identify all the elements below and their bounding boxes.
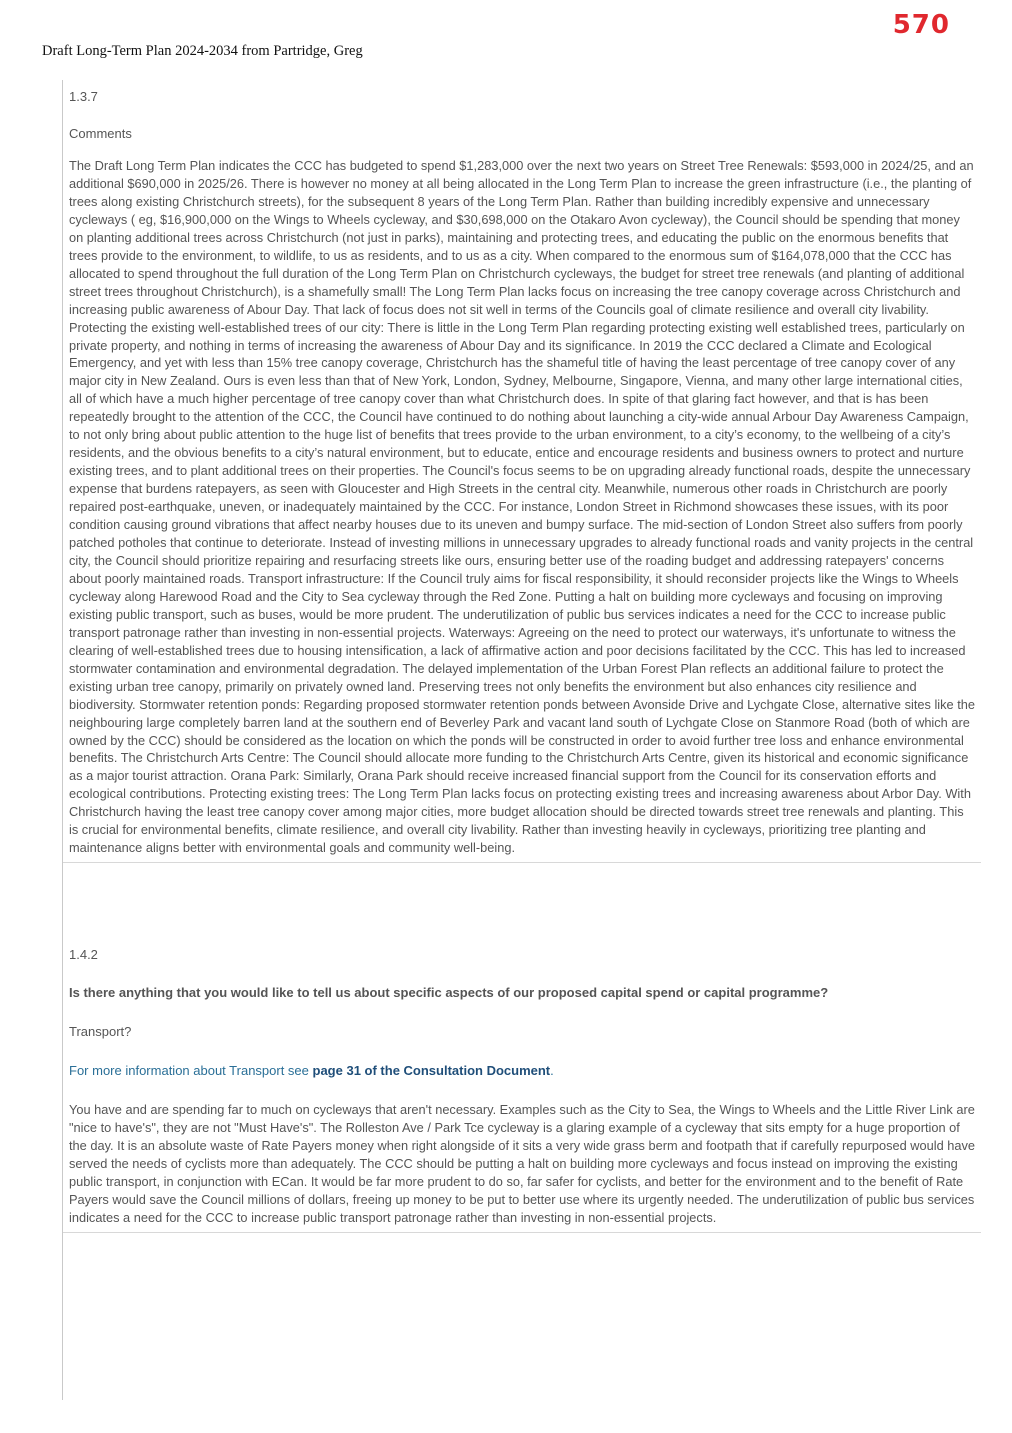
document-header: Draft Long-Term Plan 2024-2034 from Partridge, Greg: [42, 43, 363, 59]
section-1-4-2: [63, 947, 981, 1227]
divider: [63, 1232, 981, 1233]
info-note: [69, 1063, 981, 1079]
divider: [63, 862, 981, 863]
subquestion-label: Transport?: [69, 1024, 132, 1040]
info-prefix: For more information about Transport see: [69, 1063, 313, 1079]
question-number: 1.4.2: [69, 947, 98, 963]
question-text: Is there anything that you would like to tell us about specific aspects of our proposed capital spend or capital programme?: [69, 985, 829, 1001]
comments-label: Comments: [69, 126, 132, 141]
consultation-document-link[interactable]: page 31 of the Consultation Document: [312, 1063, 551, 1079]
section-1-3-7: [63, 89, 981, 857]
info-suffix: .: [550, 1063, 554, 1079]
page-number: 570: [892, 10, 950, 40]
answer-text: You have and are spending far to much on cycleways that aren't necessary. Examples such as the City to Sea, the Wings to Wheels and the Little River Link are "nice to have's", they are not "Must Have's". The Rolleston Ave / Park Tce cycleway is a glaring example of a cycleway that sits empty for a huge proportion of the day. It is an absolute waste of Rate Payers money when right alongside of it sits a very wide grass berm and footpath that if carefully repurposed would have served the needs of cyclists more than adequately. The CCC should be putting a halt on building more cycleways and focus instead on improving the existing public transport, in conjunction with ECan. It would be far more prudent to do so, far safer for cyclists, and better for the environment and to the benefit of Rate Payers would save the Council millions of dollars, freeing up money to be put to better use where its urgently needed. The underutilization of public bus services indicates a need for the CCC to increase public transport patronage rather than investing in non-essential projects.: [69, 1102, 975, 1225]
comment-text: The Draft Long Term Plan indicates the CCC has budgeted to spend $1,283,000 over the next two years on Street Tree Renewals: $593,000 in 2024/25, and an additional $690,000 in 2025/26. There is however no money at all being allocated in the Long Term Plan to increase the green infrastructure (i.e., the planting of trees along existing Christchurch streets), for the subsequent 8 years of the Long Term Plan. Rather than building incredibly expensive and unnecessary cycleways ( eg, $16,900,000 on the Wings to Wheels cycleway, and $30,698,000 on the Otakaro Avon cycleway), the Council should be spending that money on planting additional trees across Christchurch (not just in parks), maintaining and protecting trees, and educating the public on the enormous benefits that trees provide to the environment, to wildlife, to us as residents, and to us as a city. When compared to the enormous sum of $164,078,000 that the CCC has allocated to spend throughout the full duration of the Long Term Plan on Christchurch cycleways, the budget for street tree renewals (and planting of additional street trees throughout Christchurch), is a shamefully small! The Long Term Plan lacks focus on increasing the tree canopy coverage across Christchurch and increasing public awareness of Abour Day. That lack of focus does not sit well in terms of the Councils goal of climate resilience and overall city livability. Protecting the existing well-established trees of our city: There is little in the Long Term Plan regarding protecting existing well established trees, particularly on private property, and nothing in terms of increasing the awareness of Abour Day and its significance. In 2019 the CCC declared a Climate and Ecological Emergency, and yet with less than 15% tree canopy coverage, Christchurch has the shameful title of having the least percentage of tree canopy cover of any major city in New Zealand. Ours is even less than that of New York, London, Sydney, Melbourne, Singapore, Vienna, and many other large international cities, all of which have a much higher percentage of tree canopy cover than what Christchurch does. In spite of that glaring fact however, and that is has been repeatedly brought to the attention of the CCC, the Council have continued to do nothing about launching a city-wide annual Arbour Day Awareness Campaign, to not only bring about public attention to the huge list of benefits that trees provide to the urban environment, to a city’s economy, to the wellbeing of a city’s residents, and the obvious benefits to a city’s natural environment, but to educate, entice and encourage residents and business owners to protect and nurture existing trees, and to plant additional trees on their properties. The Council's focus seems to be on upgrading already functional roads, despite the unnecessary expense that burdens ratepayers, as seen with Gloucester and High Streets in the central city. Meanwhile, numerous other roads in Christchurch are poorly repaired post-earthquake, uneven, or inadequately maintained by the CCC. For instance, London Street in Richmond showcases these issues, with its poor condition causing ground vibrations that affect nearby houses due to its uneven and bumpy surface. The mid-section of London Street also suffers from poorly patched potholes that continue to deteriorate. Instead of investing millions in unnecessary upgrades to already functional roads and vanity projects in the central city, the Council should prioritize repairing and resurfacing streets like ours, ensuring better use of the roading budget and addressing ratepayers' concerns about poorly maintained roads. Transport infrastructure: If the Council truly aims for fiscal responsibility, it should reconsider projects like the Wings to Wheels cycleway along Harewood Road and the City to Sea cycleway through the Red Zone. Putting a halt on building more cycleways and focusing on improving existing public transport, such as buses, would be more prudent. The underutilization of public bus services indicates a need for the CCC to increase public transport patronage rather than investing in non-essential projects. Waterways: Agreeing on the need to protect our waterways, it's unfortunate to witness the clearing of well-established trees due to housing intensification, a lack of affirmative action and poor decisions facilitated by the CCC. This has led to increased stormwater contamination and environmental degradation. The delayed implementation of the Urban Forest Plan reflects an additional failure to protect the existing urban tree canopy, primarily on privately owned land. Preserving trees not only benefits the environment but also enhances city resilience and biodiversity. Stormwater retention ponds: Regarding proposed stormwater retention ponds between Avonside Drive and Lychgate Close, alternative sites like the neighbouring large completely barren land at the southern end of Beverley Park and vacant land south of Lychgate Close on Stanmore Road (both of which are owned by the CCC) should be considered as the location on which the ponds will be constructed in order to avoid further tree loss and enhance environmental benefits. The Christchurch Arts Centre: The Council should allocate more funding to the Christchurch Arts Centre, given its historical and economic significance as a major tourist attraction. Orana Park: Similarly, Orana Park should receive increased financial support from the Council for its conservation efforts and ecological contributions. Protecting existing trees: The Long Term Plan lacks focus on protecting existing trees and increasing awareness about Arbor Day. With Christchurch having the least tree canopy cover among major cities, more budget allocation should be directed towards street tree renewals and planting. This is crucial for environmental benefits, climate resilience, and overall city livability. Rather than investing heavily in cycleways, prioritizing tree planting and maintenance aligns better with environmental goals and community well-being.: [69, 158, 975, 856]
submission-content: [62, 80, 981, 1400]
question-number: 1.3.7: [69, 89, 98, 104]
